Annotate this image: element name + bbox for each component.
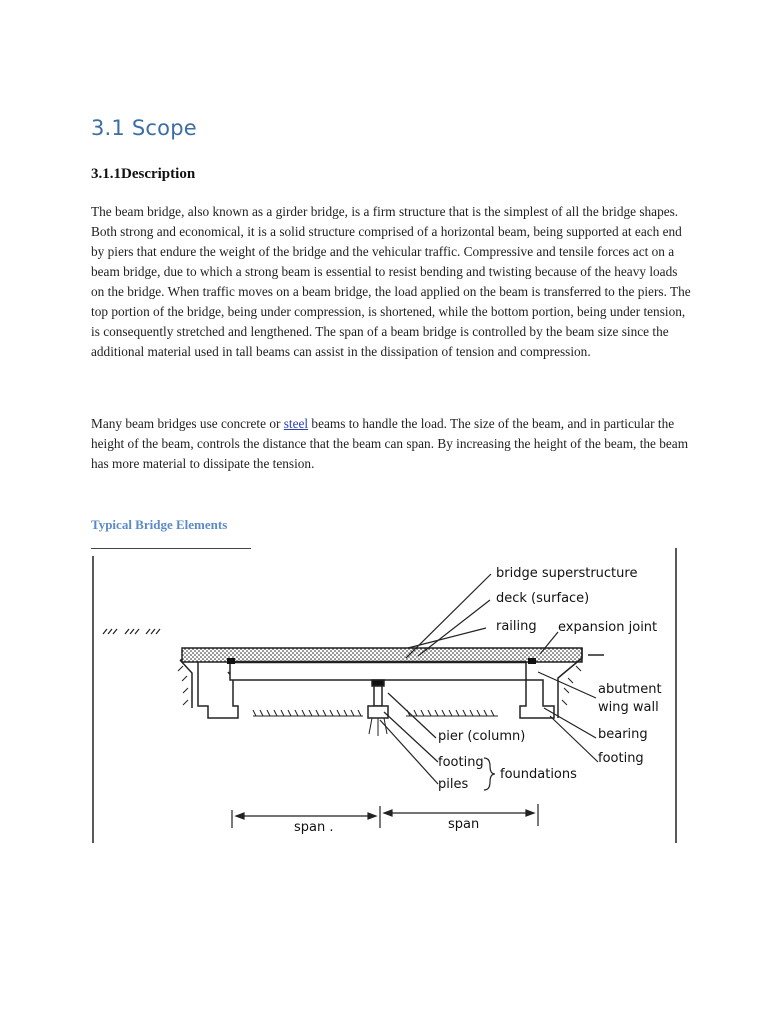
steel-link[interactable]: steel — [283, 416, 309, 431]
pier-column — [368, 680, 388, 736]
label-pier: pier (column) — [438, 729, 526, 744]
label-abutment: abutment — [598, 682, 662, 697]
label-deck: deck (surface) — [496, 591, 590, 606]
label-superstructure: bridge superstructure — [496, 566, 638, 581]
beam-paragraph-start: Many beam bridges use concrete or — [91, 416, 284, 431]
label-footing-right: footing — [598, 751, 644, 766]
beam-paragraph-end: beams to handle the load. The size of the beam, and in particular the height of the beam, controls the distance that the beam can span. By increasing the height of the beam, the beam has more material to dissipate the tension. — [91, 416, 689, 471]
right-bearing — [528, 658, 536, 664]
label-wing-wall: wing wall — [598, 700, 659, 715]
label-foundations: foundations — [500, 767, 577, 782]
girder-beam — [230, 662, 526, 680]
label-span-left: span . — [294, 820, 334, 835]
label-footing: footing — [438, 755, 484, 770]
deck-surface — [182, 648, 582, 662]
label-piles: piles — [438, 777, 469, 792]
label-railing: railing — [496, 619, 537, 634]
bridge-diagram — [88, 548, 680, 848]
beam-paragraph — [91, 414, 691, 474]
left-abutment — [178, 660, 238, 718]
left-bearing — [227, 658, 235, 664]
label-bearing: bearing — [598, 727, 648, 742]
subsection-heading: 3.1.1Description — [91, 166, 196, 182]
label-span-right: span — [448, 817, 480, 832]
brace-icon — [484, 758, 495, 790]
ground-left-icon — [103, 629, 160, 634]
span-dimensions — [232, 804, 538, 828]
label-expansion-joint: expansion joint — [558, 620, 658, 635]
description-paragraph: The beam bridge, also known as a girder bridge, is a firm structure that is the simplest of all the bridge shapes. Both strong and economical, it is a solid structure comprised of a horizontal beam, being supported at each end by piers that endure the weight of the bridge and the vehicular traffic. Compressive and tensile forces act on a beam bridge, due to which a strong beam is essential to resist bending and twisting because of the heavy loads on the bridge. When traffic moves on a beam bridge, the load applied on the beam is transferred to the piers. The top portion of the bridge, being under compression, is shortened, while the bottom portion, being under tension, is consequently stretched and lengthened. The span of a beam bridge is controlled by the beam size since the additional material used in tall beams can assist in the dissipation of tension and compression. — [91, 204, 691, 359]
figure-caption: Typical Bridge Elements — [91, 517, 228, 532]
section-heading: 3.1 Scope — [91, 116, 197, 140]
